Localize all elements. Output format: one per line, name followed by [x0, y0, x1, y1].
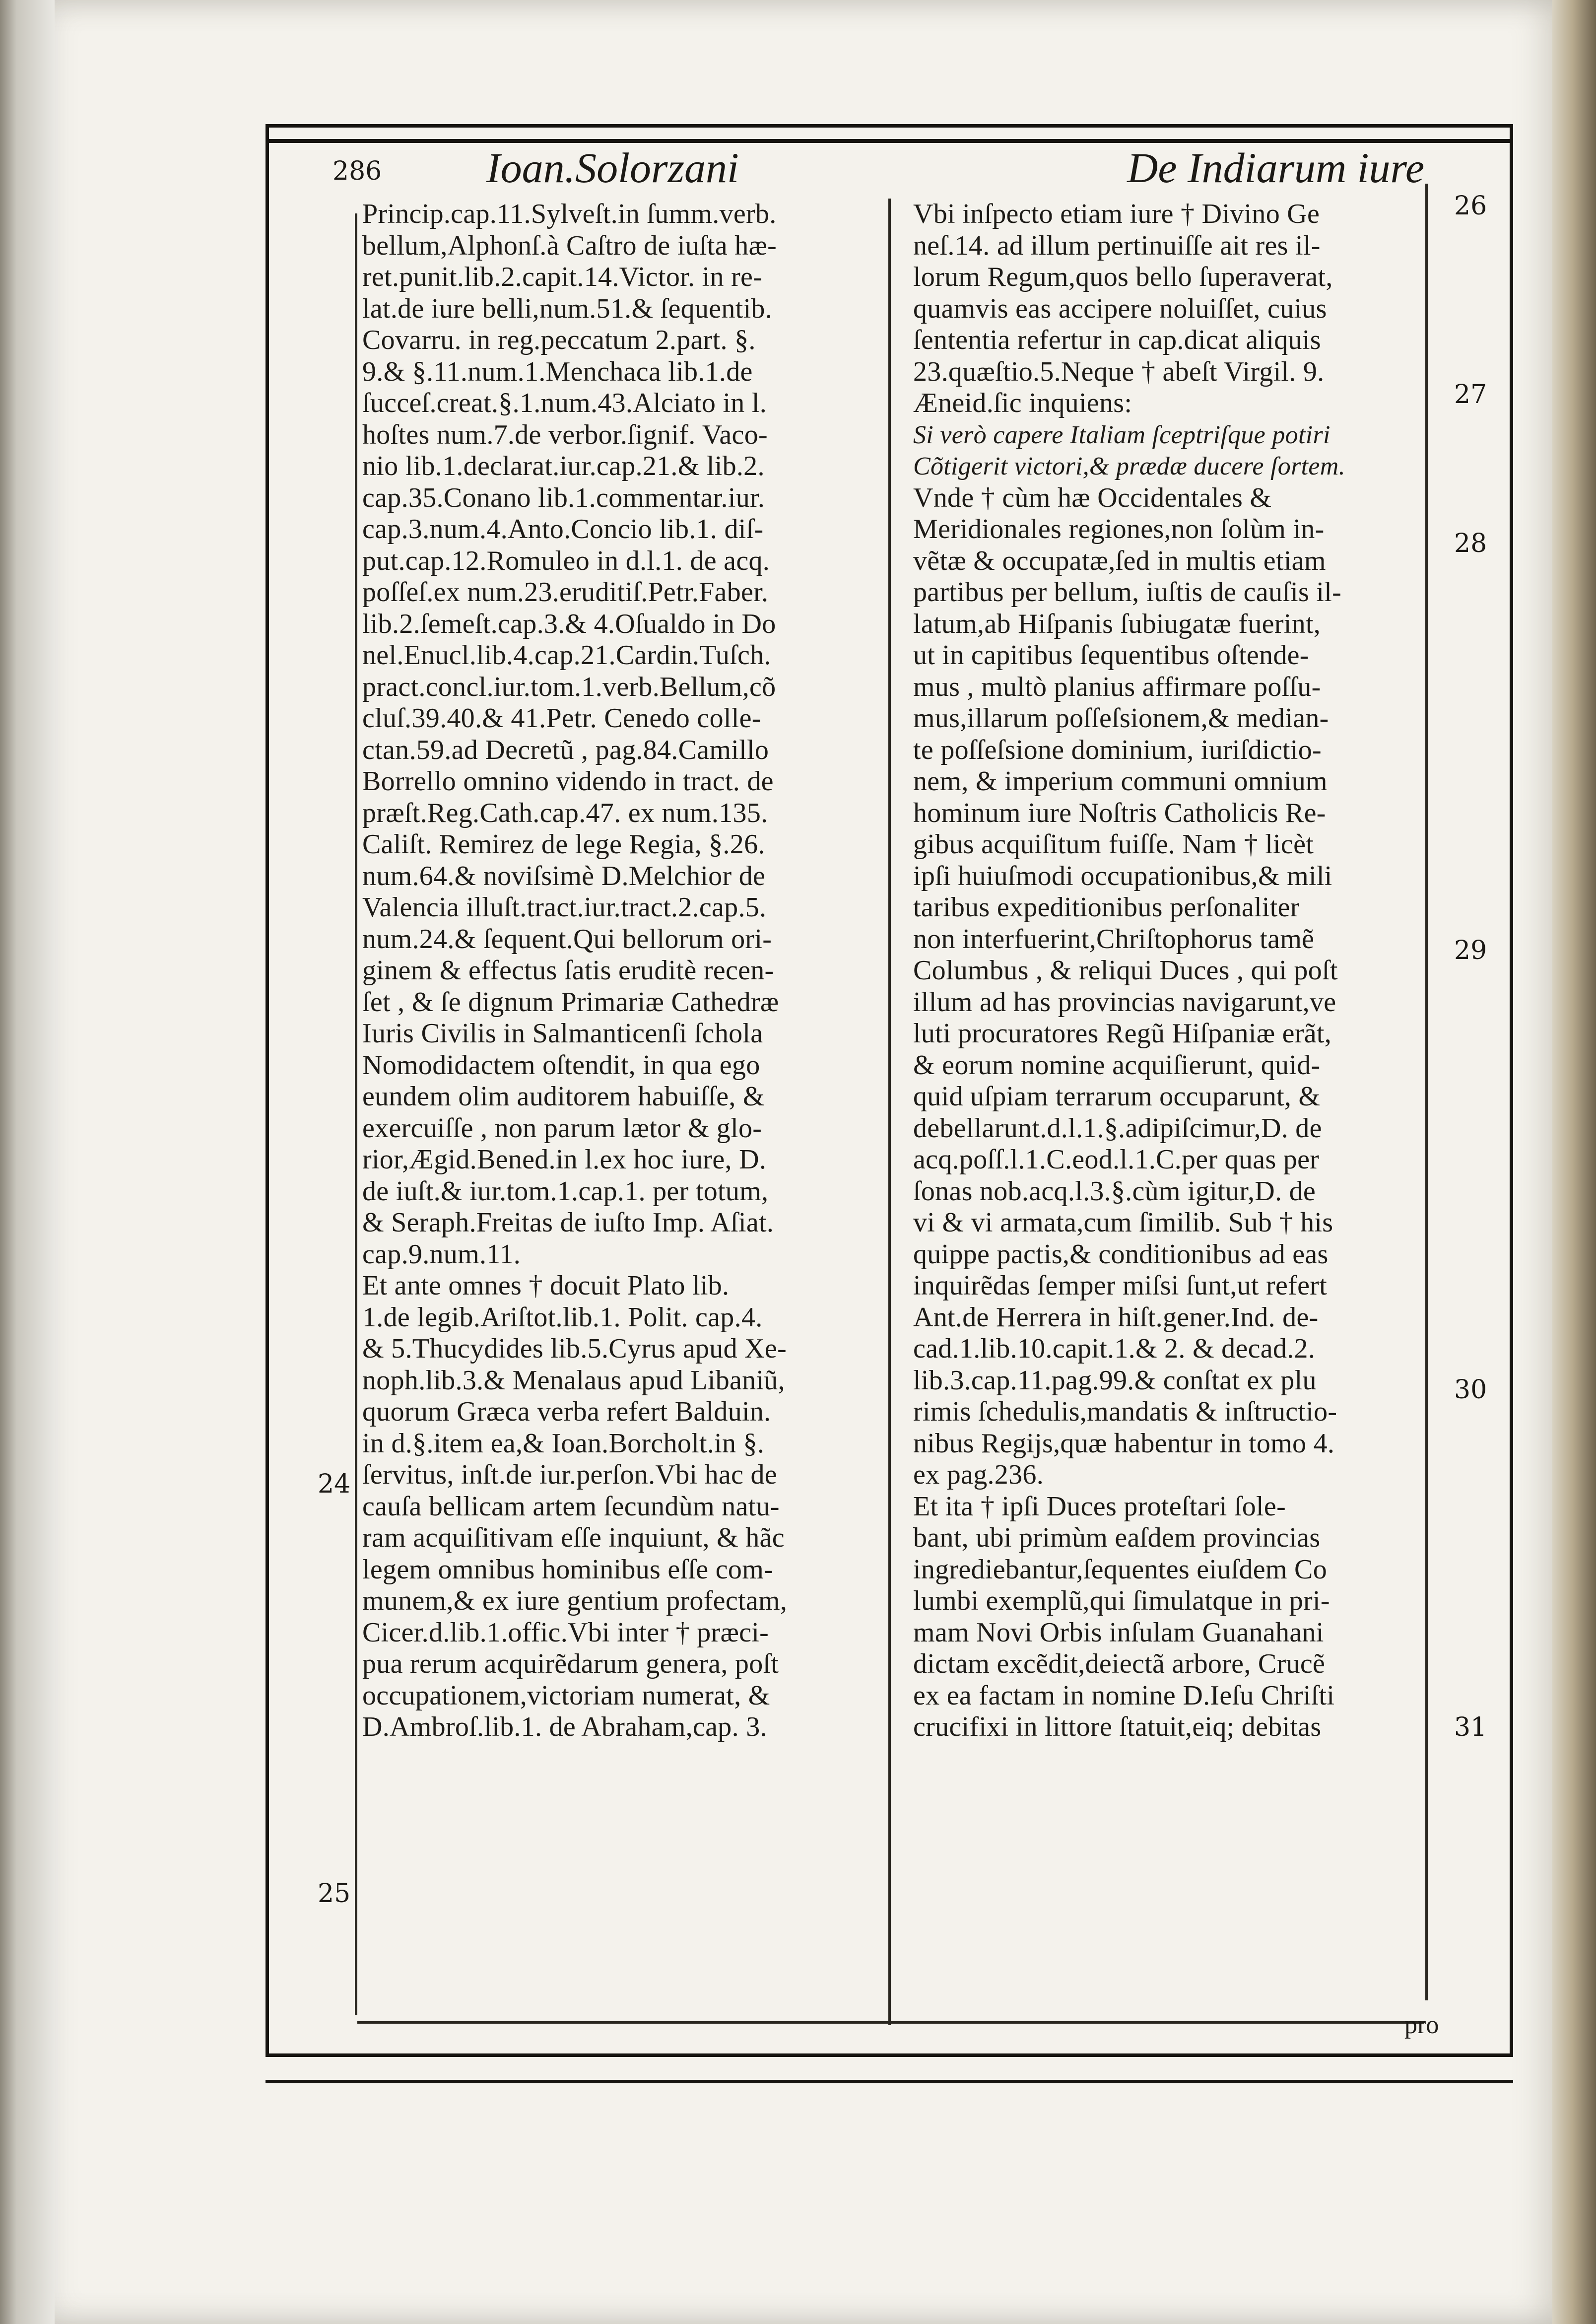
- text-line: hominum iure Noſtris Catholicis Re-: [913, 797, 1326, 828]
- text-line: 1.de legib.Ariſtot.lib.1. Polit. cap.4.: [362, 1301, 763, 1333]
- text-line: Vnde † cùm hæ Occidentales &: [913, 482, 1272, 513]
- text-line: quamvis eas accipere noluiſſet, cuius: [913, 293, 1327, 324]
- text-line: Iuris Civilis in Salmanticenſi ſchola: [362, 1018, 763, 1049]
- margin-number-24: 24: [318, 1469, 351, 1499]
- text-line: bellum,Alphonſ.à Caſtro de iuſta hæ-: [362, 230, 777, 261]
- text-line: pua rerum acquirẽdarum genera, poſt: [362, 1648, 779, 1679]
- text-line: luti procuratores Regũ Hiſpaniæ erãt,: [913, 1018, 1332, 1049]
- text-line: ex ea factam in nomine D.Ieſu Chriſti: [913, 1680, 1335, 1711]
- text-line: Vbi inſpecto etiam iure † Divino Ge: [913, 199, 1320, 229]
- text-line: Cõtigerit victori,& prædæ ducere ſortem.: [913, 452, 1345, 480]
- margin-number-28: 28: [1454, 529, 1487, 558]
- text-line: Et ante omnes † docuit Plato lib.: [362, 1270, 730, 1301]
- text-line: put.cap.12.Romuleo in d.l.1. de acq.: [362, 545, 770, 576]
- text-line: partibus per bellum, iuſtis de cauſis il-: [913, 577, 1342, 608]
- text-line: nibus Regijs,quæ habentur in tomo 4.: [913, 1428, 1335, 1459]
- left-text-column: [362, 199, 888, 1743]
- text-line: cap.35.Conano lib.1.commentar.iur.: [362, 482, 765, 513]
- text-line: ipſi huiuſmodi occupationibus,& mili: [913, 860, 1332, 891]
- text-line: ſet , & ſe dignum Primariæ Cathedræ: [362, 986, 779, 1018]
- margin-number-26: 26: [1454, 191, 1487, 221]
- text-line: ram acquiſitivam eſſe inquiunt, & hãc: [362, 1522, 785, 1553]
- text-line: Borrello omnino videndo in tract. de: [362, 766, 774, 797]
- text-line: crucifixi in littore ſtatuit,eiq; debitas: [913, 1711, 1322, 1742]
- text-line: bant, ubi primùm eaſdem provincias: [913, 1522, 1321, 1553]
- text-line: nem, & imperium communi omnium: [913, 766, 1328, 797]
- text-line: legem omnibus hominibus eſſe com-: [362, 1554, 773, 1585]
- text-line: ginem & effectus ſatis eruditè recen-: [362, 955, 774, 986]
- text-line: Valencia illuſt.tract.iur.tract.2.cap.5.: [362, 892, 767, 923]
- text-line: cad.1.lib.10.capit.1.& 2. & decad.2.: [913, 1333, 1316, 1364]
- text-line: lib.3.cap.11.pag.99.& conſtat ex plu: [913, 1365, 1317, 1396]
- margin-number-25: 25: [318, 1879, 351, 1909]
- text-line: nel.Enucl.lib.4.cap.21.Cardin.Tuſch.: [362, 640, 771, 671]
- author-running-title: Ioan.Solorzani: [486, 144, 739, 192]
- catchword: pro: [1404, 2011, 1439, 2039]
- text-line: cap.3.num.4.Anto.Concio lib.1. diſ-: [362, 514, 764, 545]
- text-line: Ant.de Herrera in hiſt.gener.Ind. de-: [913, 1301, 1319, 1333]
- page-edge: [1552, 0, 1596, 2324]
- text-line: lumbi exemplũ,qui ſimulatque in pri-: [913, 1585, 1330, 1616]
- text-line: de iuſt.& iur.tom.1.cap.1. per totum,: [362, 1175, 769, 1207]
- text-line: neſ.14. ad illum pertinuiſſe ait res il-: [913, 230, 1321, 261]
- bottom-rule: [266, 2080, 1513, 2083]
- text-line: acq.poſſ.l.1.C.eod.l.1.C.per quas per: [913, 1144, 1320, 1175]
- text-line: illum ad has provincias navigarunt,ve: [913, 986, 1336, 1018]
- inner-bottom-rule: [357, 2021, 1424, 2024]
- text-line: non interfuerint,Chriſtophorus tamẽ: [913, 923, 1315, 955]
- text-line: latum,ab Hiſpanis ſubiugatæ fuerint,: [913, 608, 1321, 639]
- right-margin-rule: [1425, 184, 1428, 2000]
- text-line: lorum Regum,quos bello ſuperaverat,: [913, 262, 1333, 292]
- text-line: rimis ſchedulis,mandatis & inſtructio-: [913, 1396, 1337, 1427]
- text-line: in d.§.item ea,& Ioan.Borcholt.in §.: [362, 1428, 765, 1459]
- text-line: ſucceſ.creat.§.1.num.43.Alciato in l.: [362, 388, 767, 418]
- text-line: Covarru. in reg.peccatum 2.part. §.: [362, 325, 756, 355]
- text-line: exercuiſſe , non parum lætor & glo-: [362, 1112, 762, 1144]
- text-line: taribus expeditionibus perſonaliter: [913, 892, 1300, 923]
- text-line: dictam excẽdit,deiectã arbore, Crucẽ: [913, 1648, 1326, 1679]
- text-line: Meridionales regiones,non ſolùm in-: [913, 514, 1325, 545]
- text-line: Princip.cap.11.Sylveſt.in ſumm.verb.: [362, 199, 777, 229]
- right-text-column: [913, 199, 1424, 1743]
- running-header: [268, 124, 1504, 192]
- margin-number-31: 31: [1454, 1712, 1487, 1742]
- text-line: ſententia refertur in cap.dicat aliquis: [913, 325, 1321, 355]
- column-divider: [888, 199, 891, 2025]
- binding-gutter: [0, 0, 55, 2324]
- text-line: munem,& ex iure gentium profectam,: [362, 1585, 788, 1616]
- text-line: cap.9.num.11.: [362, 1238, 521, 1270]
- text-line: occupationem,victoriam numerat, &: [362, 1680, 770, 1711]
- text-line: D.Ambroſ.lib.1. de Abraham,cap. 3.: [362, 1711, 767, 1742]
- text-line: poſſeſ.ex num.23.eruditiſ.Petr.Faber.: [362, 577, 769, 608]
- margin-number-30: 30: [1454, 1375, 1487, 1405]
- text-line: noph.lib.3.& Menalaus apud Libaniũ,: [362, 1365, 785, 1396]
- text-line: eundem olim auditorem habuiſſe, &: [362, 1081, 765, 1112]
- text-line: ctan.59.ad Decretũ , pag.84.Camillo: [362, 734, 769, 765]
- text-line: ut in capitibus ſequentibus oſtende-: [913, 640, 1309, 671]
- page-number: 286: [332, 156, 382, 186]
- left-margin-rule: [355, 213, 357, 2015]
- text-line: debellarunt.d.l.1.§.adipiſcimur,D. de: [913, 1112, 1322, 1144]
- text-line: mus,illarum poſſeſsionem,& median-: [913, 703, 1329, 734]
- text-line: Si verò capere Italiam ſceptriſque potiri: [913, 420, 1330, 449]
- text-line: te poſſeſsione dominium, iuriſdictio-: [913, 734, 1322, 765]
- text-line: & 5.Thucydides lib.5.Cyrus apud Xe-: [362, 1333, 787, 1364]
- text-line: mus , multò planius affirmare poſſu-: [913, 671, 1321, 702]
- text-line: Et ita † ipſi Duces proteſtari ſole-: [913, 1491, 1286, 1522]
- text-line: inquirẽdas ſemper miſsi ſunt,ut refert: [913, 1270, 1328, 1301]
- text-line: pract.concl.iur.tom.1.verb.Bellum,cõ: [362, 671, 776, 702]
- text-line: vẽtæ & occupatæ,ſed in multis etiam: [913, 545, 1326, 576]
- margin-number-29: 29: [1454, 936, 1487, 965]
- text-line: ingrediebantur,ſequentes eiuſdem Co: [913, 1554, 1328, 1585]
- text-line: Æneid.ſic inquiens:: [913, 388, 1132, 418]
- text-line: Columbus , & reliqui Duces , qui poſt: [913, 955, 1338, 986]
- text-line: Cicer.d.lib.1.offic.Vbi inter † præci-: [362, 1617, 769, 1648]
- text-line: ex pag.236.: [913, 1459, 1044, 1490]
- text-line: ſonas nob.acq.l.3.§.cùm igitur,D. de: [913, 1175, 1316, 1207]
- text-line: num.64.& noviſsimè D.Melchior de: [362, 860, 766, 891]
- text-line: & Seraph.Freitas de iuſto Imp. Aſiat.: [362, 1207, 774, 1238]
- text-line: nio lib.1.declarat.iur.cap.21.& lib.2.: [362, 451, 765, 481]
- text-line: & eorum nomine acquiſierunt, quid-: [913, 1049, 1321, 1081]
- text-line: vi & vi armata,cum ſimilib. Sub † his: [913, 1207, 1333, 1238]
- margin-number-27: 27: [1454, 380, 1487, 410]
- text-line: 9.& §.11.num.1.Menchaca lib.1.de: [362, 356, 753, 387]
- text-line: cauſa bellicam artem ſecundùm natu-: [362, 1491, 780, 1522]
- text-line: lat.de iure belli,num.51.& ſequentib.: [362, 293, 773, 324]
- text-line: præſt.Reg.Cath.cap.47. ex num.135.: [362, 797, 768, 828]
- text-line: quorum Græca verba refert Balduin.: [362, 1396, 771, 1427]
- text-line: ret.punit.lib.2.capit.14.Victor. in re-: [362, 262, 763, 292]
- text-line: hoſtes num.7.de verbor.ſignif. Vaco-: [362, 419, 768, 450]
- text-line: lib.2.ſemeſt.cap.3.& 4.Oſualdo in Do: [362, 608, 776, 639]
- text-line: cluſ.39.40.& 41.Petr. Cenedo colle-: [362, 703, 761, 734]
- text-line: 23.quæſtio.5.Neque † abeſt Virgil. 9.: [913, 356, 1325, 387]
- book-running-title: De Indiarum iure: [1127, 144, 1424, 192]
- text-line: num.24.& ſequent.Qui bellorum ori-: [362, 923, 772, 955]
- text-line: gibus acquiſitum fuiſſe. Nam † licèt: [913, 829, 1314, 860]
- text-line: mam Novi Orbis inſulam Guanahani: [913, 1617, 1324, 1648]
- text-line: Nomodidactem oſtendit, in qua ego: [362, 1049, 760, 1081]
- text-line: Caliſt. Remirez de lege Regia, §.26.: [362, 829, 765, 860]
- text-line: ſervitus, inſt.de iur.perſon.Vbi hac de: [362, 1459, 777, 1490]
- text-line: rior,Ægid.Bened.in l.ex hoc iure, D.: [362, 1144, 767, 1175]
- text-line: quippe pactis,& conditionibus ad eas: [913, 1238, 1329, 1270]
- text-line: quid uſpiam terrarum occuparunt, &: [913, 1081, 1321, 1112]
